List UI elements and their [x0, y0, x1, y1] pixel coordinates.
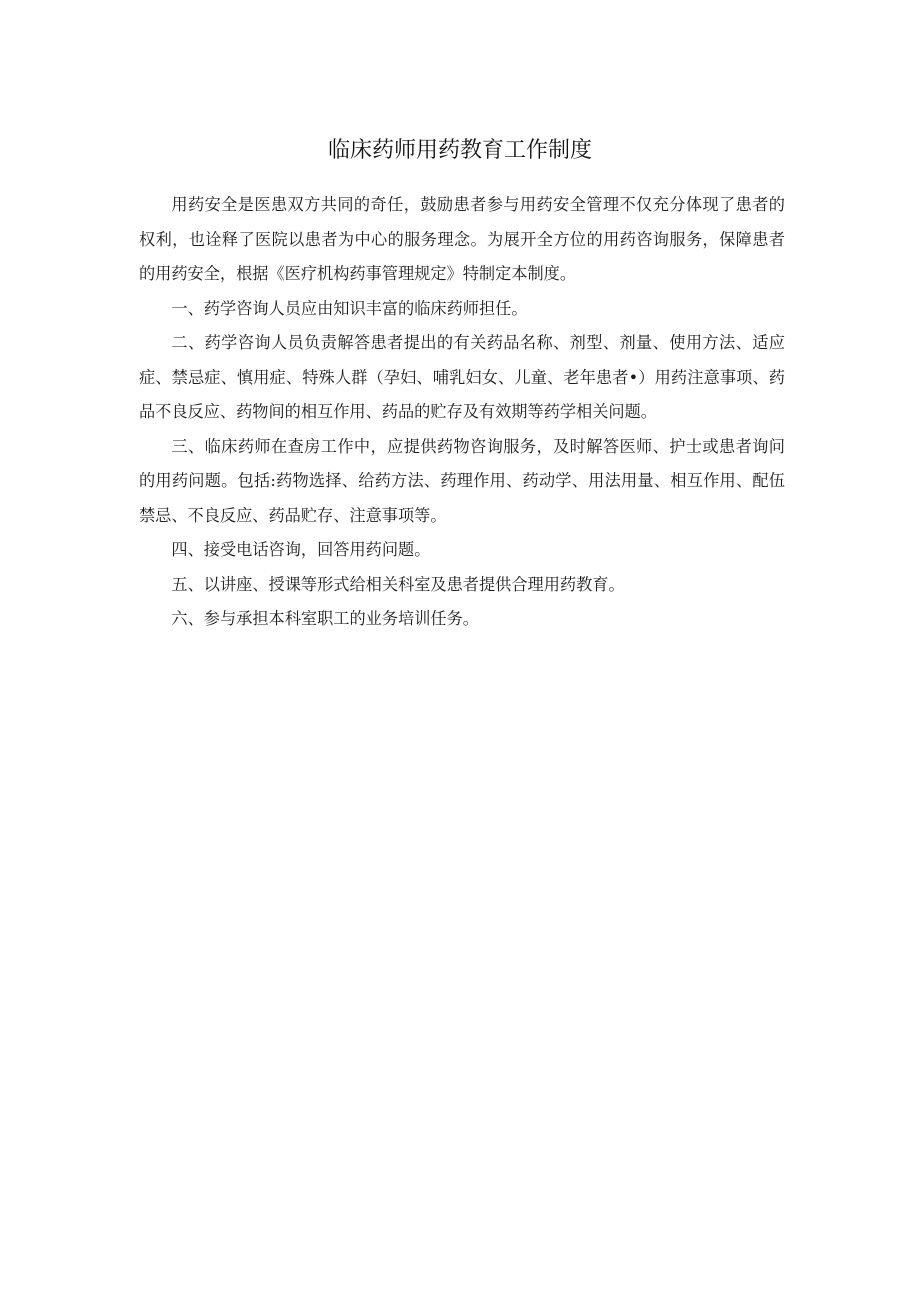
document-body	[139, 188, 785, 637]
paragraph-item-2: 二、药学咨询人员负责解答患者提出的有关药品名称、剂型、剂量、使用方法、适应症、禁忌症、慎用症、特殊人群（孕妇、哺乳妇女、儿童、老年患者•）用药注意事项、药品不良反应、药物间的相互作用、药品的贮存及有效期等药学相关问题。	[139, 333, 785, 421]
paragraph-item-3: 三、临床药师在查房工作中，应提供药物咨询服务，及时解答医师、护士或患者询问的用药问题。包括:药物选择、给药方法、药理作用、药动学、用法用量、相互作用、配伍禁忌、不良反应、药品贮存、注意事项等。	[139, 436, 785, 525]
paragraph-item-1: 一、药学咨询人员应由知识丰富的临床药师担任。	[171, 298, 528, 318]
paragraph-item-6: 六、参与承担本科室职工的业务培训任务。	[171, 609, 479, 628]
paragraph-item-4: 四、接受电话咨询，回答用药问题。	[171, 540, 431, 559]
paragraph-item-5: 五、以讲座、授课等形式给相关科室及患者提供合理用药教育。	[171, 574, 625, 594]
paragraph-intro: 用药安全是医患双方共同的奇任，鼓励患者参与用药安全管理不仅充分体现了患者的权利，也诠释了医院以患者为中心的服务理念。为展开全方位的用药咨询服务，保障患者的用药安全，根据《医疗机构药事管理规定》特制定本制度。	[139, 195, 785, 283]
document-title: 临床药师用药教育工作制度	[327, 138, 592, 163]
